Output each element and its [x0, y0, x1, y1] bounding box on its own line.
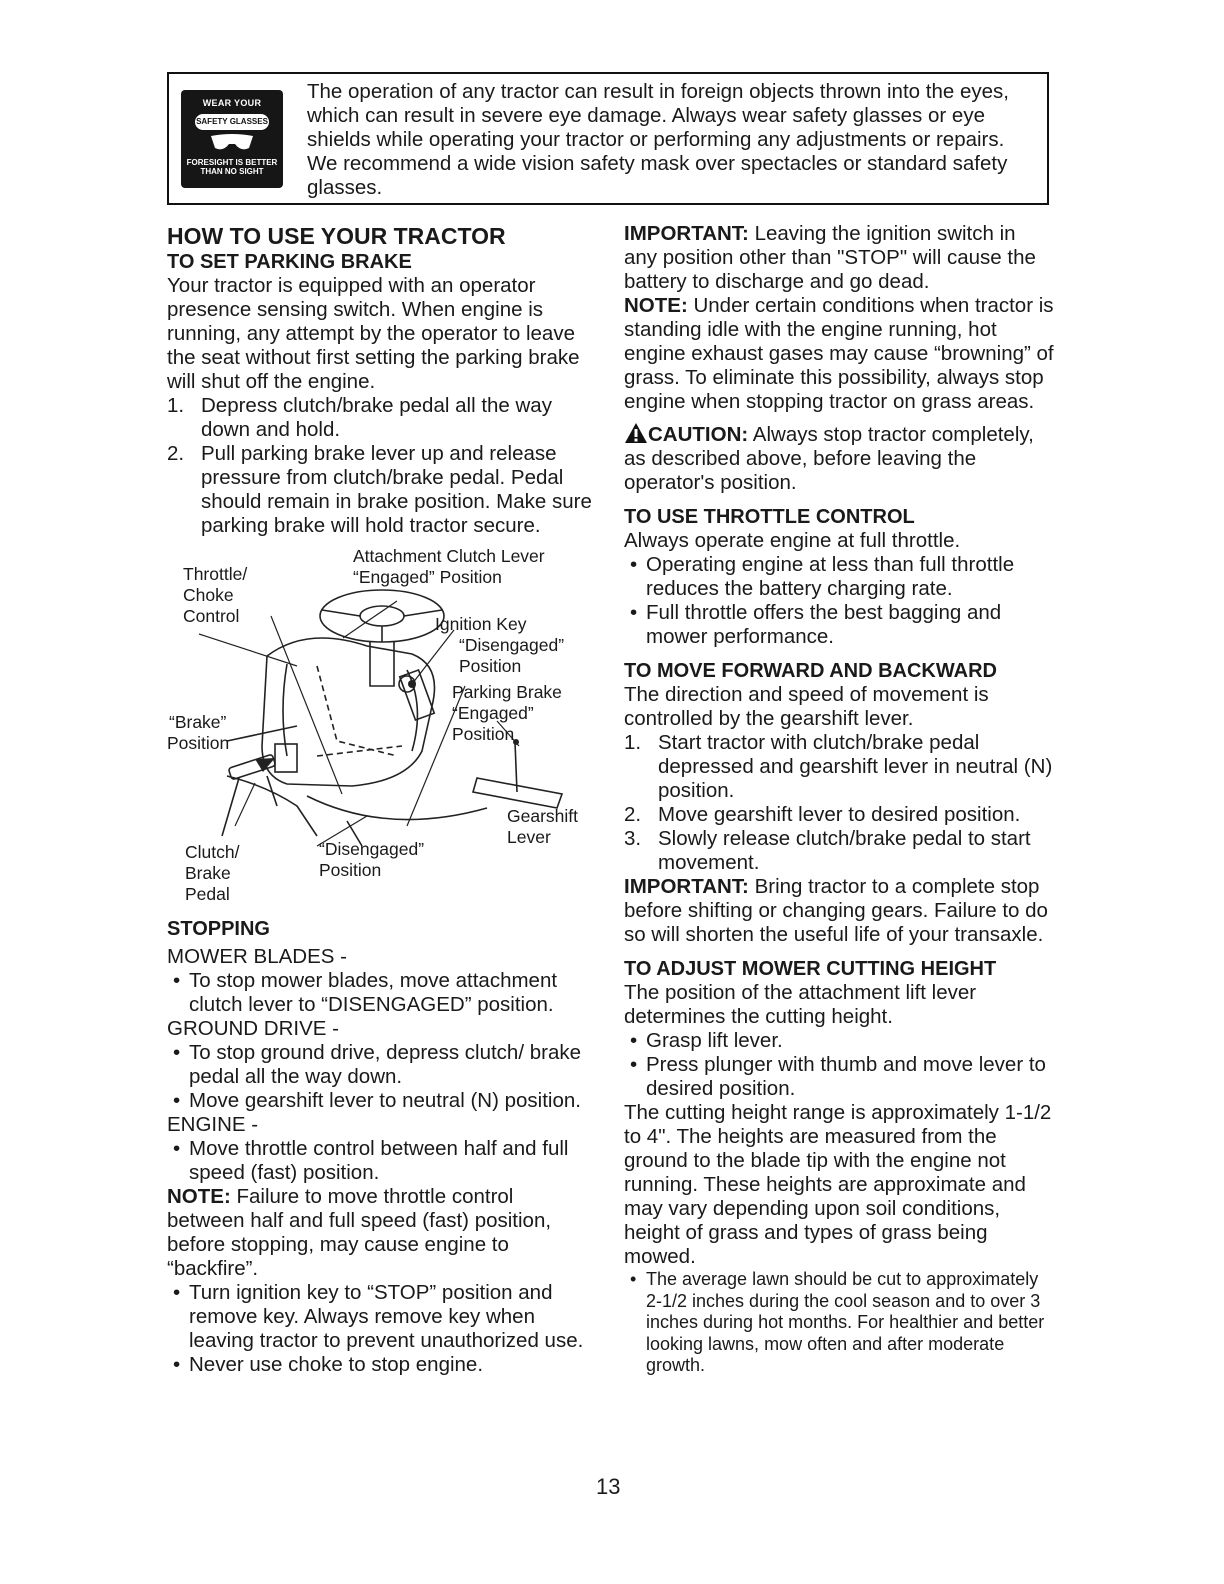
step-number: 2.	[167, 442, 185, 465]
eye-safety-warning-box	[167, 72, 1049, 205]
list-item: • Operating engine at less than full throttle reduces the battery charging rate.	[630, 553, 1015, 600]
label-brake-2: Brake	[185, 863, 231, 883]
item-text: Full throttle offers the best bagging and mower performance.	[646, 601, 1002, 648]
label-lever: Lever	[507, 827, 551, 847]
throttle-heading: TO USE THROTTLE CONTROL	[624, 506, 915, 528]
item-text: Turn ignition key to “STOP” position and remove key. Always remove key when leaving tractor to prevent unauthorized use.	[189, 1281, 584, 1352]
label-engaged-position: “Engaged” Position	[353, 567, 502, 587]
parking-brake-intro: Your tractor is equipped with an operator presence sensing switch. When engine is running, any attempt by the operator to leave the seat without first setting the parking brake will shut off the engine.	[167, 274, 580, 393]
list-item	[167, 442, 595, 538]
label-control: Control	[183, 606, 240, 626]
list-item: • Move throttle control between half and full speed (fast) position.	[173, 1137, 569, 1184]
mower-blades-label: MOWER BLADES -	[167, 945, 347, 968]
label-ignition-position: Position	[459, 656, 522, 676]
icon-line-3b: THAN NO SIGHT	[200, 167, 264, 176]
move-steps	[624, 731, 1054, 875]
note-lead: NOTE:	[167, 1185, 231, 1208]
step-text: Start tractor with clutch/brake pedal depressed and gearshift lever in neutral (N) position.	[658, 731, 1053, 802]
list-item	[624, 827, 1054, 875]
step-text: Depress clutch/brake pedal all the way down and hold.	[201, 394, 552, 441]
step-number: 1.	[624, 731, 642, 754]
step-number: 3.	[624, 827, 642, 850]
adjust-intro: The position of the attachment lift lever determines the cutting height.	[624, 981, 977, 1028]
page-number: 13	[596, 1474, 621, 1499]
list-item	[624, 803, 1054, 827]
move-intro: The direction and speed of movement is controlled by the gearshift lever.	[624, 683, 989, 730]
item-text: Move gearshift lever to neutral (N) position.	[189, 1089, 581, 1112]
label-throttle: Throttle/	[183, 564, 248, 584]
move-important	[624, 875, 1054, 947]
note-lead: NOTE:	[624, 294, 688, 317]
item-text: Move throttle control between half and full speed (fast) position.	[189, 1137, 569, 1184]
label-ignition-key: Ignition Key	[435, 614, 527, 634]
cutting-range-text: The cutting height range is approximately 1-1/2 to 4". The heights are measured from the ground to the blade tip with the engine not running. These heights are approximate and may vary depending upon soil conditions, height of grass and types of grass being mowed.	[624, 1101, 1052, 1268]
section-title: HOW TO USE YOUR TRACTOR	[167, 223, 506, 249]
icon-line-1: WEAR YOUR	[202, 98, 262, 108]
label-pedal: Pedal	[185, 884, 230, 904]
item-text: The average lawn should be cut to approximately 2-1/2 inches during the cool season and to over 3 inches during hot months. For healthier and better looking lawns, mow often and after moderate growth.	[646, 1269, 1045, 1375]
label-brake: “Brake”	[169, 712, 227, 732]
item-text: Never use choke to stop engine.	[189, 1353, 484, 1376]
glasses-icon	[209, 132, 255, 154]
list-item: • Turn ignition key to “STOP” position and remove key. Always remove key when leaving tractor to prevent unauthorized use.	[173, 1281, 584, 1352]
step-number: 2.	[624, 803, 642, 826]
step-text: Move gearshift lever to desired position.	[658, 803, 1021, 826]
list-item: • Never use choke to stop engine.	[173, 1353, 484, 1376]
adjust-list	[624, 1029, 1054, 1101]
list-item: • Grasp lift lever.	[630, 1029, 783, 1052]
browning-note	[624, 294, 1054, 414]
adjust-heading: TO ADJUST MOWER CUTTING HEIGHT	[624, 958, 997, 980]
label-attachment-clutch: Attachment Clutch Lever	[353, 546, 545, 566]
label-parking-brake: Parking Brake	[452, 682, 562, 702]
mower-blades-list	[167, 969, 595, 1017]
label-brake-position: Position	[167, 733, 230, 753]
item-text: Press plunger with thumb and move lever to desired position.	[646, 1053, 1046, 1100]
throttle-intro: Always operate engine at full throttle.	[624, 529, 961, 552]
important-lead: IMPORTANT:	[624, 222, 749, 245]
safety-glasses-icon	[181, 90, 283, 188]
list-item	[624, 731, 1054, 803]
tractor-controls-figure	[167, 546, 595, 921]
caution-lead: CAUTION:	[648, 423, 749, 446]
throttle-list	[624, 553, 1054, 649]
warning-text: The operation of any tractor can result in foreign objects thrown into the eyes, which can result in severe eye damage. Always wear safety glasses or eye shields while operating your tractor or performing any adjustments or repairs. We recommend a wide vision safety mask over spectacles or standard safety glasses.	[307, 80, 1009, 199]
label-clutch: Clutch/	[185, 842, 240, 862]
ground-drive-label: GROUND DRIVE -	[167, 1017, 339, 1040]
lawn-tips-list	[624, 1269, 1054, 1377]
step-number: 1.	[167, 394, 185, 417]
list-item: • The average lawn should be cut to approximately 2-1/2 inches during the cool season and to over 3 inches during hot months. For healthier and better looking lawns, mow often and after moderate growth.	[630, 1269, 1045, 1375]
label-gearshift: Gearshift	[507, 806, 578, 826]
label-ignition-disengaged: “Disengaged”	[459, 635, 565, 655]
note-text: Failure to move throttle control between half and full speed (fast) position, before stopping, may cause engine to “backfire”.	[167, 1185, 552, 1280]
gearshift-slot-shape	[473, 778, 562, 808]
ground-drive-list	[167, 1041, 595, 1113]
list-item: • To stop ground drive, depress clutch/ brake pedal all the way down.	[173, 1041, 581, 1088]
right-column	[624, 222, 1054, 1377]
label-disengaged-position: Position	[319, 860, 382, 880]
item-text: Operating engine at less than full throttle reduces the battery charging rate.	[646, 553, 1015, 600]
important-text: Leaving the ignition switch in any position other than "STOP" will cause the battery to discharge and go dead.	[624, 222, 1036, 293]
label-parking-position: Position	[452, 724, 515, 744]
list-item	[167, 394, 595, 442]
important-text: Bring tractor to a complete stop before shifting or changing gears. Failure to do so will shorten the useful life of your transaxle.	[624, 875, 1048, 946]
item-text: To stop ground drive, depress clutch/ brake pedal all the way down.	[189, 1041, 581, 1088]
list-item: • Full throttle offers the best bagging and mower performance.	[630, 601, 1002, 648]
label-disengaged: “Disengaged”	[319, 839, 425, 859]
label-choke: Choke	[183, 585, 234, 605]
item-text: Grasp lift lever.	[646, 1029, 783, 1052]
final-list	[167, 1281, 595, 1377]
important-lead: IMPORTANT:	[624, 875, 749, 898]
step-text: Slowly release clutch/brake pedal to start movement.	[658, 827, 1031, 874]
parking-brake-heading: TO SET PARKING BRAKE	[167, 251, 412, 273]
icon-line-3a: FORESIGHT IS BETTER	[186, 158, 278, 167]
caution-text: Always stop tractor completely, as described above, before leaving the operator's position.	[624, 423, 1034, 494]
list-item: • Move gearshift lever to neutral (N) position.	[173, 1089, 581, 1112]
engine-label: ENGINE -	[167, 1113, 259, 1136]
move-heading: TO MOVE FORWARD AND BACKWARD	[624, 660, 997, 682]
caution-icon	[624, 422, 648, 444]
icon-badge: SAFETY GLASSES	[195, 114, 269, 130]
important-ignition	[624, 222, 1054, 294]
list-item: • Press plunger with thumb and move lever to desired position.	[630, 1053, 1046, 1100]
engine-list	[167, 1137, 595, 1185]
caution-paragraph	[624, 422, 1054, 495]
step-text: Pull parking brake lever up and release pressure from clutch/brake pedal. Pedal should remain in brake position. Make sure parking brake will hold tractor secure.	[201, 442, 592, 537]
left-column	[167, 222, 595, 1377]
stopping-note	[167, 1185, 595, 1281]
note-text: Under certain conditions when tractor is standing idle with the engine running, hot engine exhaust gases may cause “browning” of grass. To eliminate this possibility, always stop engine when stopping tractor on grass areas.	[624, 294, 1054, 413]
item-text: To stop mower blades, move attachment clutch lever to “DISENGAGED” position.	[189, 969, 558, 1016]
stopping-heading: STOPPING	[167, 918, 270, 940]
list-item: • To stop mower blades, move attachment clutch lever to “DISENGAGED” position.	[173, 969, 558, 1016]
label-parking-engaged: “Engaged”	[452, 703, 534, 723]
parking-brake-steps	[167, 394, 595, 538]
dash-shape	[262, 638, 435, 786]
